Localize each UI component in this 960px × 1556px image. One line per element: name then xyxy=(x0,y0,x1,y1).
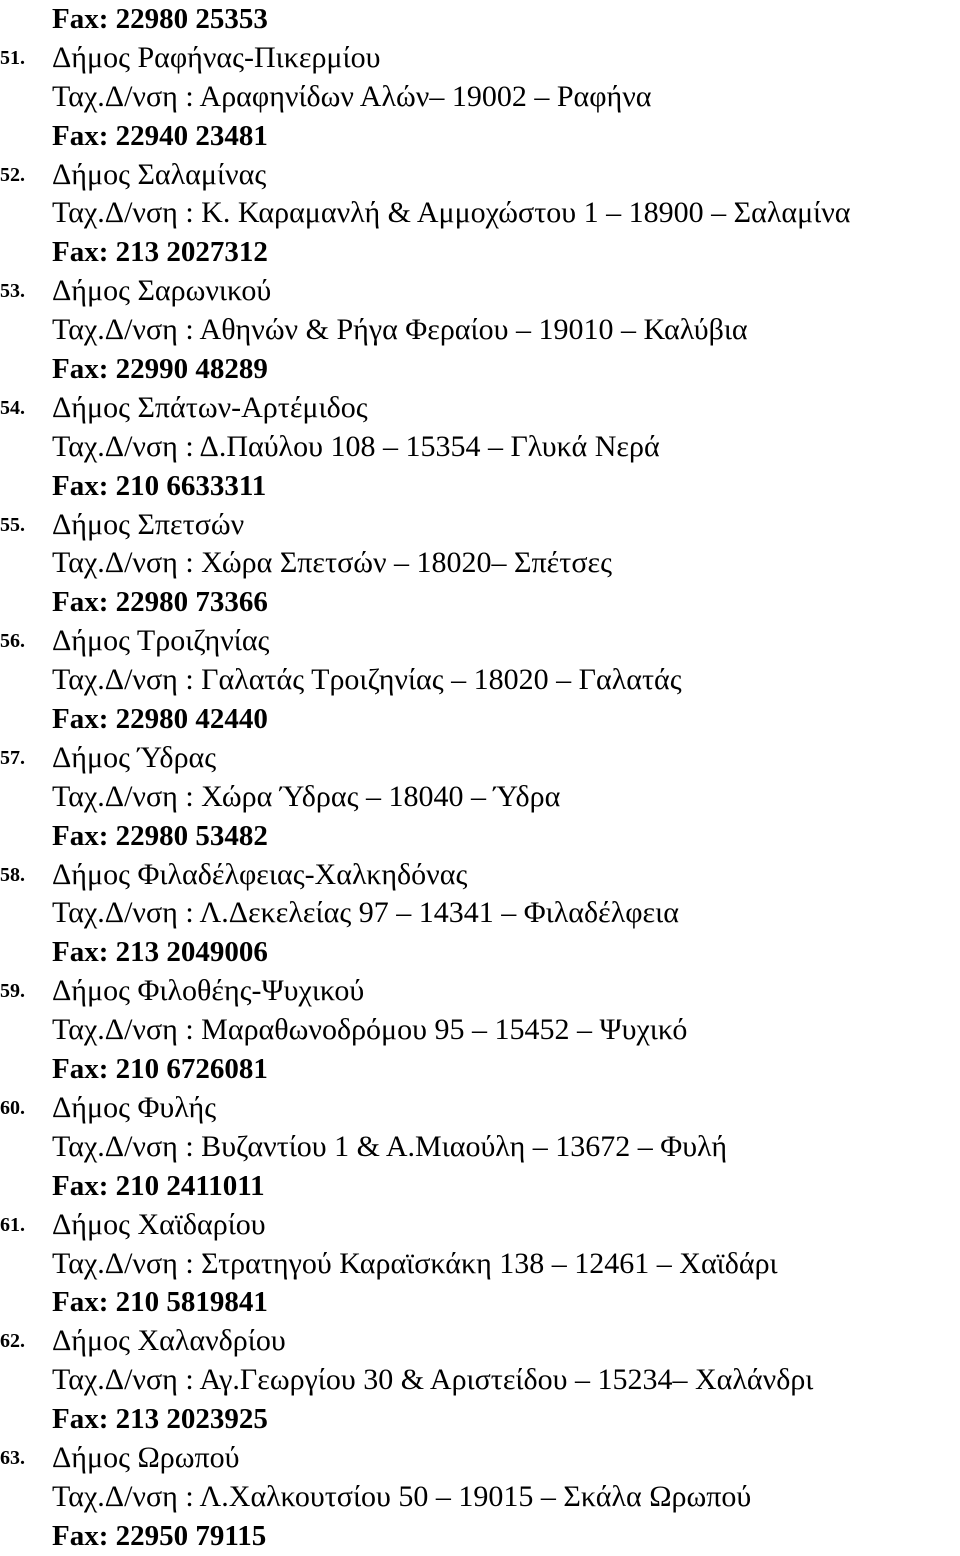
municipality-name-line xyxy=(0,156,960,195)
postal-address: Ταχ.Δ/νση : Χώρα Σπετσών – 18020– Σπέτσες xyxy=(52,546,612,580)
lead-fax: Fax: 22980 25353 xyxy=(52,3,268,35)
municipality-name: Δήμος Φιλοθέης-Ψυχικού xyxy=(52,974,365,1008)
municipality-entry xyxy=(0,1089,960,1206)
fax-number: Fax: 22980 73366 xyxy=(52,586,268,619)
postal-address: Ταχ.Δ/νση : Αραφηνίδων Αλών– 19002 – Ραφήνα xyxy=(52,79,652,113)
fax-number: Fax: 210 5819841 xyxy=(52,1286,268,1319)
fax-number: Fax: 22950 79115 xyxy=(52,1519,267,1552)
municipality-name: Δήμος Χαϊδαρίου xyxy=(52,1207,266,1241)
municipality-name: Δήμος Τροιζηνίας xyxy=(52,624,270,658)
postal-address: Ταχ.Δ/νση : Κ. Καραμανλή & Αμμοχώστου 1 – 18900 – Σαλαμίνα xyxy=(52,196,851,230)
municipality-entry xyxy=(0,272,960,389)
municipality-entry xyxy=(0,1206,960,1323)
entry-number: 52. xyxy=(0,163,25,186)
entry-number: 53. xyxy=(0,280,25,303)
entry-number: 60. xyxy=(0,1096,25,1119)
municipality-name-line xyxy=(0,622,960,661)
fax-number: Fax: 213 2049006 xyxy=(52,936,268,969)
municipality-entry xyxy=(0,972,960,1089)
entry-number: 63. xyxy=(0,1446,25,1469)
fax-number: Fax: 22980 42440 xyxy=(52,703,268,736)
fax-number: Fax: 210 6726081 xyxy=(52,1053,268,1086)
municipality-name: Δήμος Σαλαμίνας xyxy=(52,157,267,191)
municipality-name: Δήμος Σπάτων-Αρτέμιδος xyxy=(52,390,368,424)
entry-number: 59. xyxy=(0,980,25,1003)
municipality-name-line xyxy=(0,389,960,428)
postal-address: Ταχ.Δ/νση : Χώρα Ύδρας – 18040 – Ύδρα xyxy=(52,779,561,813)
municipality-entry xyxy=(0,1322,960,1439)
fax-number: Fax: 22940 23481 xyxy=(52,119,268,152)
postal-address: Ταχ.Δ/νση : Δ.Παύλου 108 – 15354 – Γλυκά Νερά xyxy=(52,429,660,463)
municipality-name: Δήμος Ωρωπού xyxy=(52,1440,240,1474)
entry-number: 54. xyxy=(0,396,25,419)
municipality-name: Δήμος Φιλαδέλφειας-Χαλκηδόνας xyxy=(52,857,468,891)
municipality-name-line xyxy=(0,39,960,78)
municipality-entry xyxy=(0,39,960,156)
postal-address: Ταχ.Δ/νση : Γαλατάς Τροιζηνίας – 18020 – Γαλατάς xyxy=(52,663,682,697)
municipality-list xyxy=(0,39,960,1556)
fax-number: Fax: 210 2411011 xyxy=(52,1169,265,1202)
postal-address: Ταχ.Δ/νση : Βυζαντίου 1 & Α.Μιαούλη – 13672 – Φυλή xyxy=(52,1129,728,1163)
fax-number: Fax: 213 2027312 xyxy=(52,236,268,269)
municipality-name: Δήμος Ύδρας xyxy=(52,740,217,774)
municipality-entry xyxy=(0,739,960,856)
municipality-name: Δήμος Χαλανδρίου xyxy=(52,1324,286,1358)
municipality-entry xyxy=(0,856,960,973)
entry-number: 62. xyxy=(0,1330,25,1353)
municipality-name: Δήμος Σαρωνικού xyxy=(52,274,272,308)
postal-address: Ταχ.Δ/νση : Μαραθωνοδρόμου 95 – 15452 – Ψυχικό xyxy=(52,1013,688,1047)
fax-number: Fax: 22980 53482 xyxy=(52,819,268,852)
postal-address: Ταχ.Δ/νση : Αθηνών & Ρήγα Φεραίου – 19010 – Καλύβια xyxy=(52,313,748,347)
municipality-name-line xyxy=(0,1206,960,1245)
municipality-name-line xyxy=(0,272,960,311)
municipality-entry xyxy=(0,156,960,273)
entry-number: 56. xyxy=(0,630,25,653)
municipality-entry xyxy=(0,506,960,623)
municipality-name-line xyxy=(0,856,960,895)
municipality-name-line xyxy=(0,739,960,778)
entry-number: 51. xyxy=(0,46,25,69)
municipality-name-line xyxy=(0,972,960,1011)
municipality-name-line xyxy=(0,1322,960,1361)
fax-number: Fax: 22990 48289 xyxy=(52,353,268,386)
municipality-entry xyxy=(0,1439,960,1556)
municipality-entry xyxy=(0,389,960,506)
entry-number: 57. xyxy=(0,746,25,769)
municipality-name: Δήμος Φυλής xyxy=(52,1090,217,1124)
municipality-name-line xyxy=(0,506,960,545)
entry-number: 55. xyxy=(0,513,25,536)
postal-address: Ταχ.Δ/νση : Λ.Χαλκουτσίου 50 – 19015 – Σκάλα Ωρωπού xyxy=(52,1479,752,1513)
fax-number: Fax: 210 6633311 xyxy=(52,469,267,502)
municipality-entry xyxy=(0,622,960,739)
fax-number: Fax: 213 2023925 xyxy=(52,1403,268,1436)
postal-address: Ταχ.Δ/νση : Αγ.Γεωργίου 30 & Αριστείδου – 15234– Χαλάνδρι xyxy=(52,1363,814,1397)
municipality-name-line xyxy=(0,1439,960,1478)
postal-address: Ταχ.Δ/νση : Στρατηγού Καραϊσκάκη 138 – 12461 – Χαϊδάρι xyxy=(52,1246,778,1280)
entry-number: 61. xyxy=(0,1213,25,1236)
municipality-name: Δήμος Ραφήνας-Πικερμίου xyxy=(52,40,381,74)
postal-address: Ταχ.Δ/νση : Λ.Δεκελείας 97 – 14341 – Φιλαδέλφεια xyxy=(52,896,679,930)
municipality-name-line xyxy=(0,1089,960,1128)
entry-number: 58. xyxy=(0,863,25,886)
municipality-name: Δήμος Σπετσών xyxy=(52,507,245,541)
